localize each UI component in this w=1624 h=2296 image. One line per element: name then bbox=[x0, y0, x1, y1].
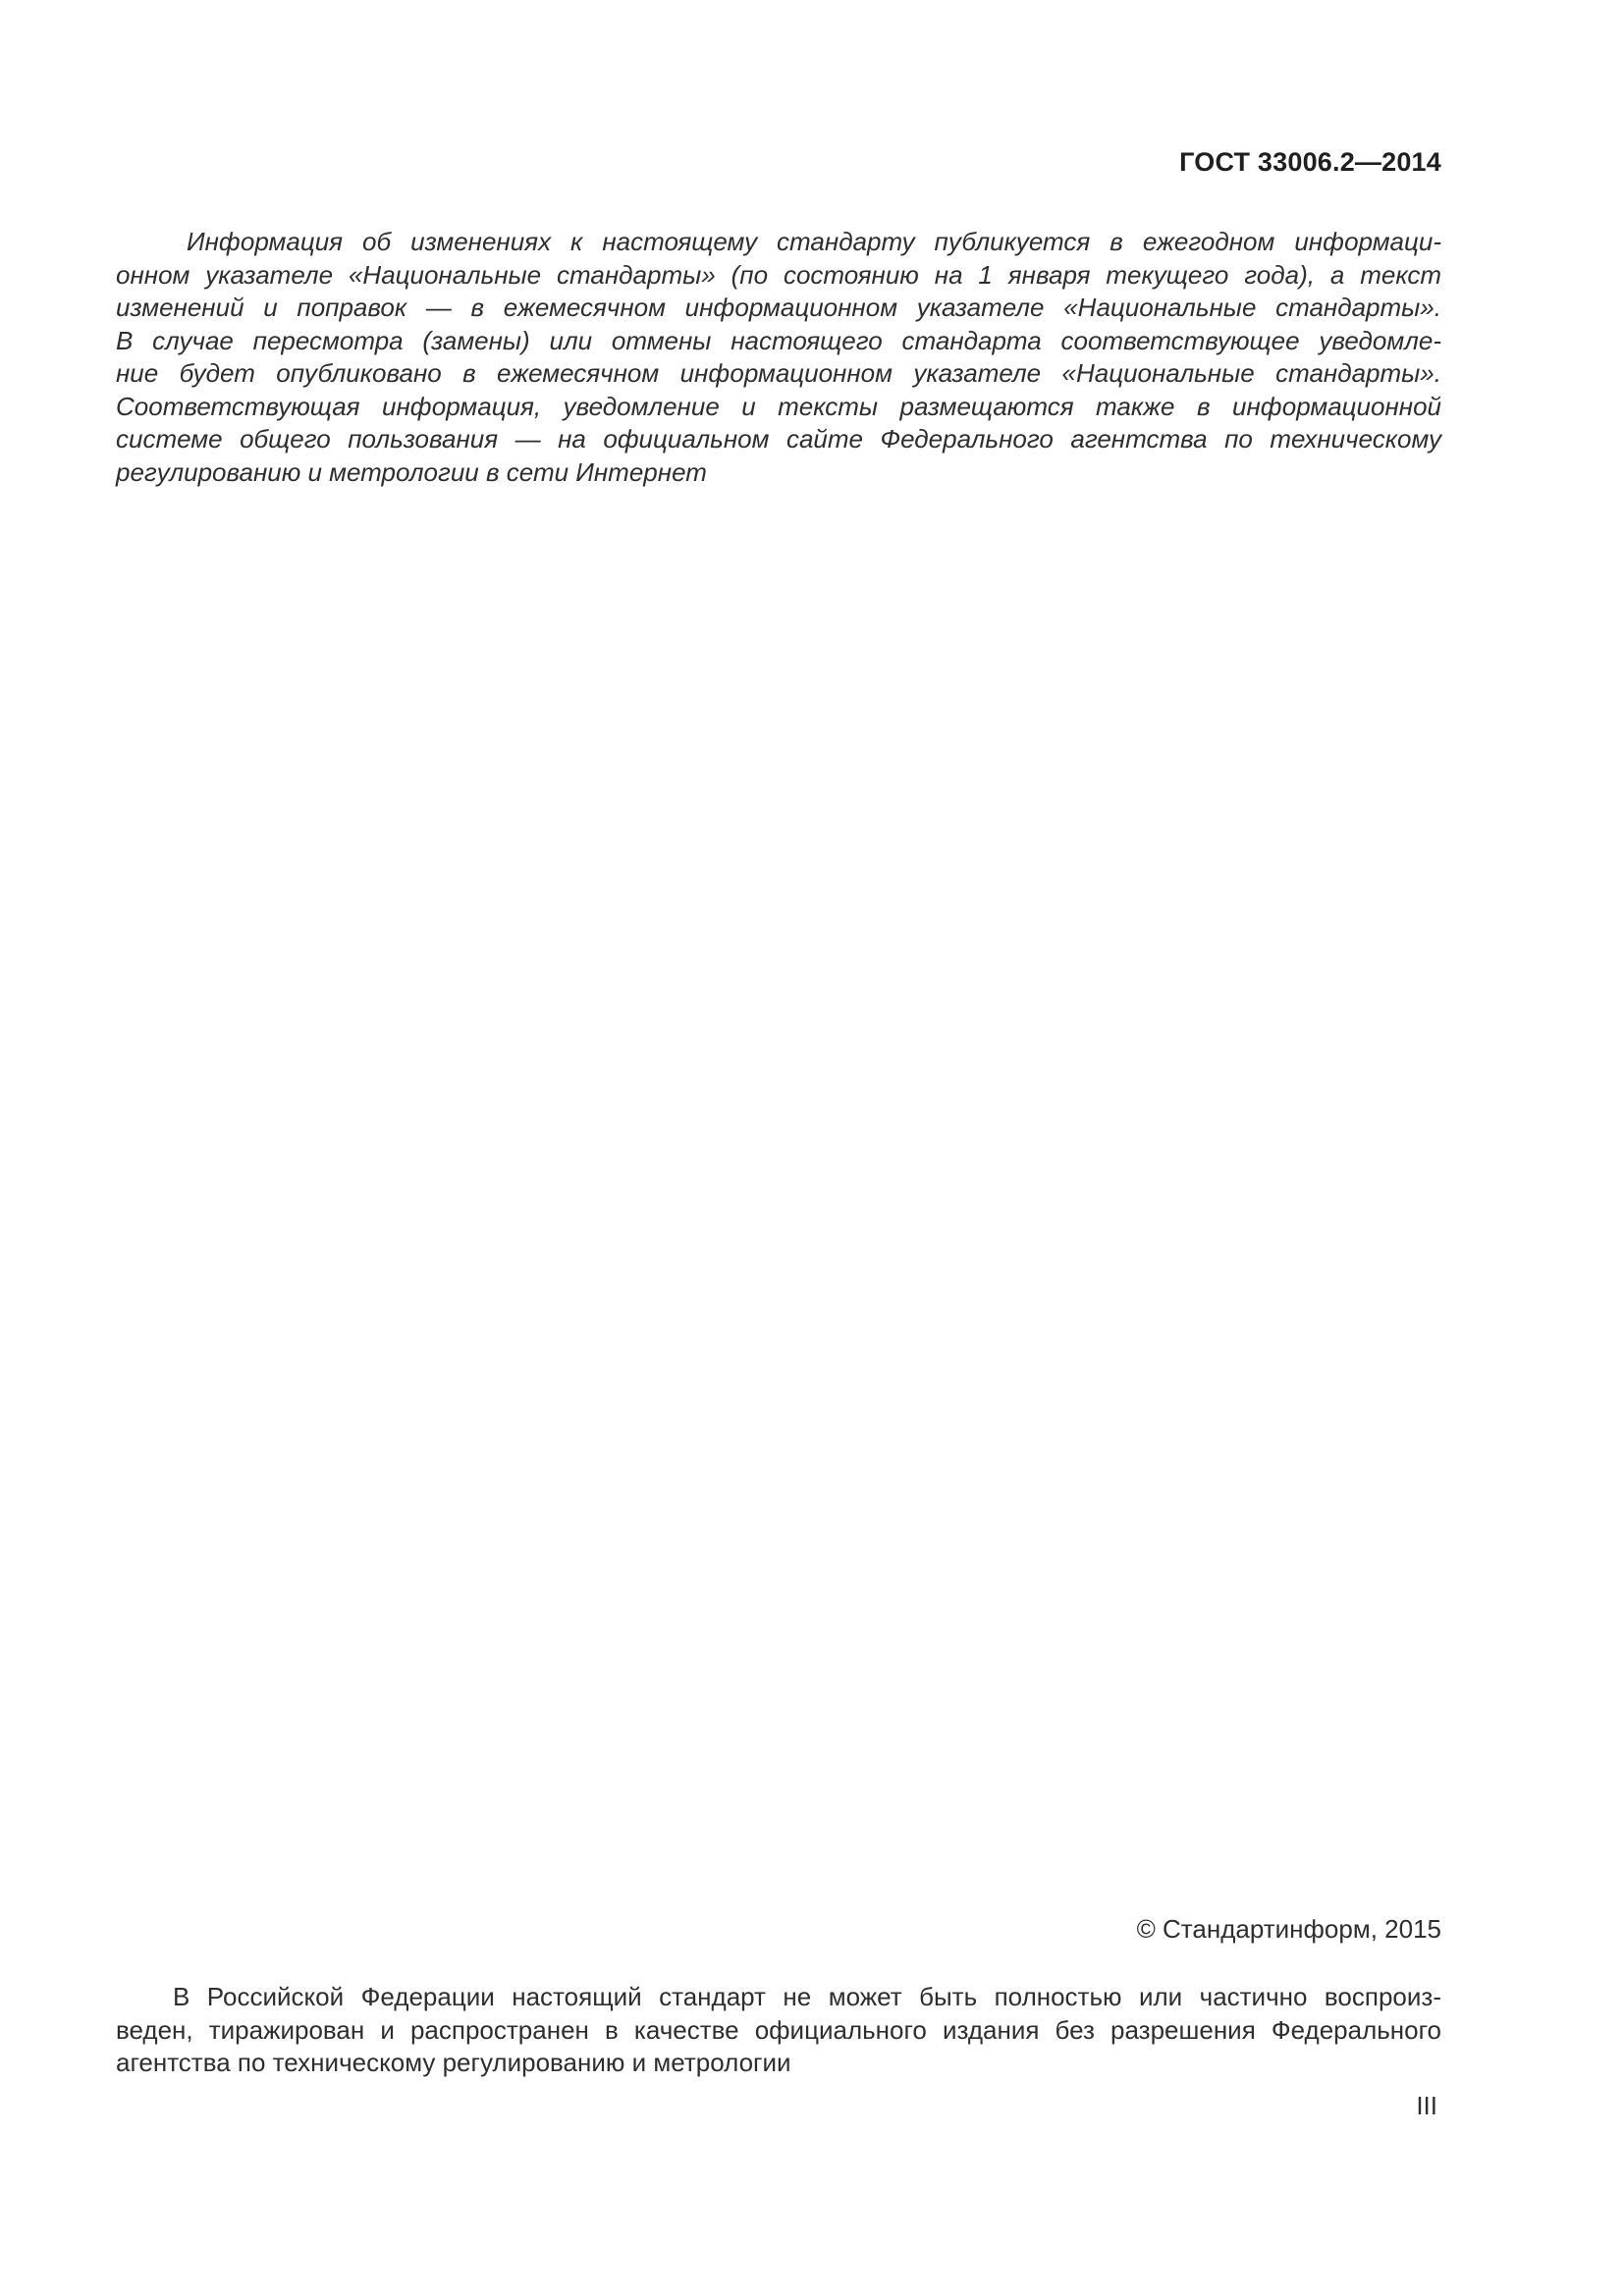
info-line: В случае пересмотра (замены) или отмены настоящего стандарта соответствующее уведомле- bbox=[116, 325, 1441, 355]
standard-designation: ГОСТ 33006.2—2014 bbox=[1179, 147, 1441, 177]
info-line: Информация об изменениях к настоящему стандарту публикуется в ежегодном информаци- bbox=[187, 227, 1441, 256]
notice-line: веден, тиражирован и распространен в качестве официального издания без разрешения Федерального bbox=[116, 2014, 1441, 2045]
info-line: системе общего пользования — на официальном сайте Федерального агентства по техническому bbox=[116, 424, 1441, 454]
info-line: Соответствующая информация, уведомление и тексты размещаются также в информационной bbox=[116, 391, 1441, 421]
reproduction-notice-paragraph bbox=[116, 1981, 1441, 2080]
info-line: ние будет опубликовано в ежемесячном информационном указателе «Национальные стандарты». bbox=[116, 358, 1441, 388]
info-paragraph bbox=[116, 226, 1441, 489]
info-line: изменений и поправок — в ежемесячном информационном указателе «Национальные стандарты». bbox=[116, 293, 1441, 322]
info-line: онном указателе «Национальные стандарты» (по состоянию на 1 января текущего года), а текст bbox=[116, 259, 1441, 290]
notice-line: В Российской Федерации настоящий стандарт не может быть полностью или частично воспроиз- bbox=[173, 1982, 1441, 2011]
copyright-notice: © Стандартинформ, 2015 bbox=[1136, 1914, 1441, 1944]
notice-line: агентства по техническому регулированию и метрологии bbox=[116, 2048, 791, 2077]
page-number: III bbox=[1416, 2091, 1437, 2120]
info-line: регулированию и метрологии в сети Интернет bbox=[116, 456, 707, 487]
